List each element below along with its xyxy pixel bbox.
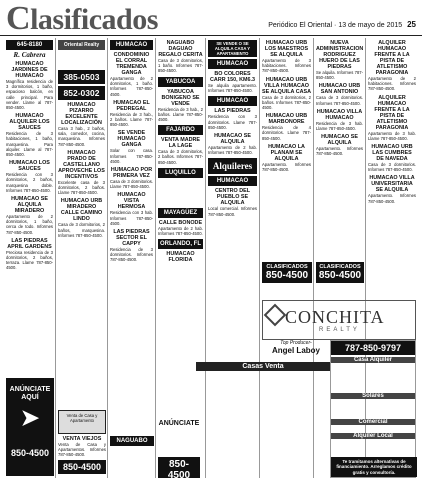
- ad-col2-3: HUMACAO URB MIRADERO CALLE CAMINO LINDO Casa de 3 dormitorios, 2 baños, marquesina. Informes 787-850-4500.: [58, 198, 105, 238]
- issue-date: 13 de mayo de 2015: [338, 22, 403, 29]
- diamond-logo-icon: [264, 304, 287, 327]
- big-phone-2: 852-0302: [58, 86, 105, 100]
- ad-col2-4: VENTA VIEJOS Venta de Casa y Apartamentos. Informes 787-850-4500.: [58, 436, 106, 458]
- conchita-name: CONCHITA: [285, 307, 385, 327]
- clasificados-box-col7: CLASIFICADOS 850-4500: [316, 262, 364, 283]
- humacao-1: HUMACAO: [208, 59, 257, 69]
- cabrera-logo: R. Cabrera: [13, 51, 46, 59]
- ad-col2-2: HUMACAO PRADO DE CASTELLANO APROVECHE LOS INCENTIVOS Excelente casa de 3 dormitorios, 2 baños. Llame 787-850-4500.: [58, 149, 105, 196]
- ad-col1-1: HUMACAO JARDINES DE HUMACAO Magnífica residencia de 3 dormitorios, 1 baño, espacioso balcón, en calle principal. Para vender. Llame al 787-850-4500.: [6, 61, 53, 111]
- ad-col4-2: YABUCOA BONIGENO SE VENDE Residencia de 3 hab., 2 baños. Llame 787-850-4500.: [158, 88, 203, 123]
- ad-col6-4: HUMACAO LA PLANAM SE ALQUILA Apartamento. Informes 787-850-4500.: [262, 143, 311, 173]
- ad-col7-3: HUMACAO VILLA HUMACAO Residencia de 3 hab. Llame 787-850-4500.: [316, 108, 363, 132]
- casas-venta-section: [196, 362, 330, 478]
- column-2: [56, 38, 108, 478]
- ad-col8-1: ALQUILER HUMACAO FRENTE A LA PISTA DE ATLETISMO PARAGONIA Apartamento de 2 habitaciones. Informes 787-850-4500.: [368, 40, 416, 92]
- clasificados-box-col6: CLASIFICADOS 850-4500: [262, 262, 312, 283]
- casas-venta-band: Casas Venta: [196, 362, 330, 371]
- alquileres-banner: Alquileres: [208, 158, 257, 174]
- humacao-3: HUMACAO: [208, 176, 257, 186]
- ad-col2-1: HUMACAO PIZARRO EXCELENTE LOCALIZACIÓN Casa 3 hab., 2 baños, sala, comedor, cocina, marquesina. Informes 787-850-4500.: [58, 102, 105, 147]
- ad-col4-1: NAGUABO DAGUAO REGALO CERITA Casa de 3 dormitorios, 1 baño. Informes 787-850-4500.: [158, 40, 203, 74]
- venta-casa-box: Venta de Casa y Apartamento: [58, 410, 106, 434]
- solares-band: Solares: [331, 393, 415, 399]
- col2-bottom-phone: 850-4500: [58, 460, 106, 474]
- ad-col5-3: HUMACAO SE ALQUILA Apartamento de 2 hab. Informes 787-850-4500.: [208, 133, 257, 156]
- mayaguez-header: MAYAGÜEZ: [158, 208, 203, 218]
- luquillo-header: LUQUILLO: [158, 168, 203, 178]
- ad-col1-2: HUMACAO ALQUILER LOS SAUCES Residencia de 3 habitaciones, 1 baño, marquesina. Para alquiler. Llame al 787-850-4500.: [6, 113, 53, 158]
- anunciate-box: ANÚNCIATE AQUÍ ➤ 850-4500: [6, 378, 54, 476]
- humacao-header: HUMACAO: [110, 40, 153, 50]
- conchita-realty-ad: [262, 300, 416, 340]
- ad-col3-4: HUMACAO POR PRIMERA VEZ Casa de 3 dormitorios. Llame 787-850-4500.: [110, 167, 153, 190]
- casa-alquiler-band: Casa Alquiler: [331, 357, 415, 363]
- ad-col8-2: ALQUILER HUMACAO FRENTE A LA PISTA DE ATLETISMO PARAGONIA Apartamento de 3 hab. Llame 787-850-4500.: [368, 94, 416, 141]
- fajardo-header: FAJARDO: [158, 125, 203, 135]
- ad-col3-2: HUMACAO EL PEDREGAL Residencia de 3 hab., 2 baños. Llame 787-850-4500.: [110, 99, 153, 128]
- ad-col1-5: LAS PIEDRAS APRIL GARDENS Preciosa residencia de 3 dormitorios, 2 baños, terraza. Llame 787-850-4500.: [6, 237, 53, 271]
- ad-col3-3: SE VENDE HUMACAO GANGA Solar con casa. Informes 787-850-4500.: [110, 130, 153, 164]
- ad-col3-6: LAS PIEDRAS SECTOR EL CAPPY Residencia de 3 dormitorios. Informes 787-850-4500.: [110, 229, 153, 263]
- ad-col5-1: BO COLORES CARR 150, KM6.3 Se alquila apartamento. Informes 787-850-4500.: [208, 71, 257, 94]
- ad-col4-5: HUMACAO FLORIDA: [166, 251, 195, 264]
- ad-col7-1: NUEVA ADMINISTRACION RODRIGUEZ HUERO DE LAS PIEDRAS Se alquila. Informes 787-850-4500.: [316, 40, 364, 81]
- realty-label: REALTY: [319, 327, 360, 333]
- conchita-listings: [330, 340, 416, 478]
- top-producer: Top Producer- Angel Laboy: [271, 340, 320, 355]
- oriental-realty: Oriental Realty: [58, 40, 105, 50]
- ad-col6-2: HUMACAO URB VILLA HUMACAO SE ALQUILA CASA Casa de 3 dormitorios, 2 baños. Informes 787-850-4500.: [262, 76, 312, 111]
- ad-col4-3: VENTA MADRE LA LAGE Casa de 3 dormitorios, 2 baños. Informes 787-850-4500.: [158, 137, 203, 165]
- aqui-arrow-icon: ➤: [20, 405, 40, 430]
- ad-col3-1: CONDOMINIO EL CORRAL TREMENDA GANGA Apartamento de 2 dormitorios, 1 baño. Informes 787-850-4500.: [110, 52, 153, 97]
- yabucoa-header: YABUCOA: [158, 77, 203, 87]
- alquiler-local-band: Alquiler Local: [331, 433, 415, 439]
- section-logo: Clasificados: [6, 0, 158, 37]
- top-phone: 645-8180: [6, 40, 53, 50]
- naguabo-header: NAGUABO: [110, 436, 154, 446]
- venta-alquila-band: SE VENDE O SE ALQUILA CASA Y APARTAMENTO: [208, 40, 257, 57]
- column-1: [4, 38, 56, 478]
- header-info: Periódico El Oriental · 13 de mayo de 2015 25: [268, 20, 416, 29]
- ad-col1-3: HUMACAO LOS SAUCES Residencia con 3 dormitorios, 2 baños, marquesina doble. Informes 787-850-4500.: [6, 160, 53, 193]
- ad-col5-4: CENTRO DEL PUEBLO SE ALQUILA Local comercial. Informes 787-850-4500.: [208, 188, 257, 217]
- ad-col4-4: CALLE BONODE Apartamento de 2 hab. Informes 787-850-4500.: [158, 219, 203, 237]
- anunciate-col4: ANÚNCIATE 850-4500: [156, 420, 202, 478]
- big-phone-1: 385-0503: [58, 70, 105, 84]
- ad-col6-3: HUMACAO URB MARBONORE Residencia de 4 dormitorios. Llame 787-850-4500.: [262, 113, 311, 141]
- column-3: [108, 38, 156, 478]
- ad-col8-4: HUMACAO VILLA UNIVERSITARIA SE ALQUILA Apartamento. Informes 787-850-4500.: [368, 175, 416, 204]
- ad-col1-4: HUMACAO SE ALQUILA MIRADERO Apartamento de 2 dormitorios, 1 baño, cerca de todo. Informes 787-850-4500.: [6, 196, 53, 235]
- ad-col7-2: HUMACAO URB SAN ANTONIO Casa de 3 dormitorios. Informes 787-850-4500.: [316, 83, 363, 106]
- ad-col5-2: LAS PIEDRAS Residencia con 3 dormitorios. Llame 787-850-4500.: [208, 108, 257, 130]
- paper-name: Periódico El Oriental: [268, 22, 333, 29]
- page-number: 25: [407, 20, 416, 29]
- conchita-phone: 787-850-9797: [331, 341, 415, 355]
- comercial-band: Comercial: [331, 419, 415, 425]
- ad-col3-5: HUMACAO VISTA HERMOSA Residencia con 3 hab. Informes 787-850-4500.: [110, 192, 153, 226]
- orlando-header: ORLANDO, FL: [160, 241, 201, 248]
- humacao-2: HUMACAO: [208, 96, 257, 106]
- ad-col6-1: HUMACAO URB LOS MAESTROS SE ALQUILA Apartamento de 3 habitaciones. Informes 787-850-4500.: [262, 40, 311, 74]
- page-header: [0, 0, 422, 36]
- financing-motto: Te tramitamos alternativas de financiamiento. Arreglamos crédito gratis y consultoría.: [331, 457, 417, 478]
- ad-col8-3: HUMACAO URB LAS CUMBRES DE NAVEDA Casa de 3 dormitorios. Informes 787-850-4500.: [368, 144, 416, 173]
- ad-col7-4: HUMACAO SE ALQUILA Apartamento. Informes 787-850-4500.: [316, 134, 363, 157]
